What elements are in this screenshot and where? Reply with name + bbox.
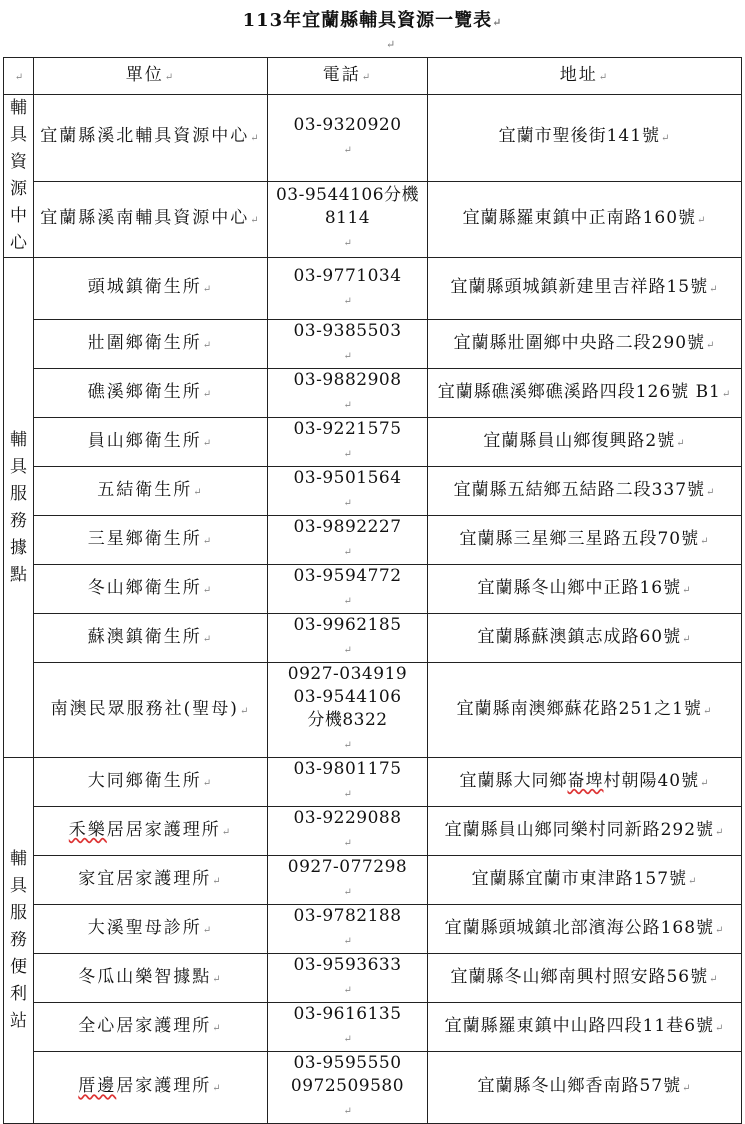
phone-line: 03-9501564	[293, 468, 402, 488]
phone-cell	[268, 467, 428, 516]
cell-mark-icon: ↵	[239, 705, 251, 717]
address-cell	[428, 614, 742, 663]
phone-line: 03-9595550	[293, 1053, 402, 1073]
header-unit: 單位↵	[34, 58, 268, 95]
table-row	[4, 905, 742, 954]
cell-mark-icon: ↵	[250, 133, 261, 145]
phone-line: 03-9782188	[293, 906, 402, 926]
address-text: 宜蘭縣五結鄉五結路二段337號	[453, 479, 706, 500]
cell-mark-icon: ↵	[715, 826, 725, 838]
address-cell	[428, 181, 742, 257]
cell-mark-icon: ↵	[343, 1034, 353, 1045]
document-title	[0, 6, 745, 32]
unit-cell	[34, 954, 268, 1003]
phone-line: 03-9385503	[293, 321, 402, 341]
address-cell	[428, 320, 742, 369]
address-text: 宜蘭縣三星鄉三星路五段70號	[459, 528, 700, 549]
table-row	[4, 516, 742, 565]
cell-mark-icon: ↵	[202, 284, 214, 295]
cell-mark-icon: ↵	[688, 875, 698, 887]
address-text: 宜蘭縣壯圍鄉中央路二段290號	[453, 332, 706, 353]
cell-mark-icon: ↵	[212, 973, 223, 985]
unit-cell	[34, 1003, 268, 1052]
unit-name: 禾樂居居家護理所	[68, 819, 221, 840]
unit-cell	[34, 418, 268, 467]
phone-line: 8114	[324, 207, 371, 228]
unit-cell	[34, 516, 268, 565]
address-cell	[428, 369, 742, 418]
cell-mark-icon: ↵	[700, 535, 710, 547]
address-cell	[428, 516, 742, 565]
cell-mark-icon: ↵	[202, 777, 214, 789]
header-phone: 電話↵	[268, 58, 428, 95]
cell-mark-icon: ↵	[343, 596, 353, 607]
address-cell	[428, 954, 742, 1003]
table-row	[4, 1052, 742, 1124]
address-text: 宜蘭縣羅東鎮中正南路160號	[462, 207, 697, 228]
cell-mark-icon: ↵	[164, 71, 176, 83]
unit-name: 五結衛生所	[97, 479, 193, 500]
category-label: 輔具服務據點	[10, 429, 27, 585]
cell-mark-icon: ↵	[202, 535, 214, 547]
table-row	[4, 320, 742, 369]
unit-cell	[34, 1052, 268, 1124]
address-text: 宜蘭縣冬山鄉中正路16號	[477, 577, 682, 598]
category-label: 輔具服務便利站	[10, 849, 27, 1031]
table-row	[4, 258, 742, 320]
cell-mark-icon: ↵	[343, 547, 353, 558]
cell-mark-icon: ↵	[14, 71, 24, 83]
document-title-text: 113年宜蘭縣輔具資源一覽表	[242, 10, 493, 31]
table-row	[4, 663, 742, 758]
unit-name: 壯圍鄉衛生所	[87, 332, 202, 353]
unit-name: 家宜居家護理所	[78, 868, 212, 889]
table-row	[4, 565, 742, 614]
address-text: 宜蘭縣礁溪鄉礁溪路四段126號 B1	[437, 381, 721, 402]
address-text: 宜蘭縣蘇澳鎮志成路60號	[477, 626, 682, 647]
phone-line: 03-9320920	[293, 114, 402, 135]
unit-cell	[34, 663, 268, 758]
cell-mark-icon: ↵	[343, 1106, 353, 1117]
table-row	[4, 856, 742, 905]
unit-cell	[34, 95, 268, 182]
address-cell	[428, 565, 742, 614]
cell-mark-icon: ↵	[709, 284, 719, 295]
cell-mark-icon: ↵	[700, 777, 710, 789]
table-row	[4, 181, 742, 257]
unit-name: 冬山鄉衛生所	[87, 577, 202, 598]
address-cell	[428, 418, 742, 467]
unit-cell	[34, 320, 268, 369]
phone-cell	[268, 614, 428, 663]
unit-name: 宜蘭縣溪南輔具資源中心	[40, 207, 250, 228]
cell-mark-icon: ↵	[202, 339, 214, 351]
cell-mark-icon: ↵	[343, 838, 353, 849]
cell-mark-icon: ↵	[343, 740, 353, 751]
phone-cell	[268, 905, 428, 954]
table-row	[4, 418, 742, 467]
unit-name: 蘇澳鎮衛生所	[87, 626, 202, 647]
cell-mark-icon: ↵	[193, 486, 204, 498]
cell-mark-icon: ↵	[212, 1022, 223, 1034]
phone-line: 03-9771034	[293, 265, 402, 286]
spellcheck-underline: 厝邊	[78, 1076, 117, 1096]
cell-mark-icon: ↵	[202, 924, 214, 936]
phone-line: 0972509580	[290, 1076, 405, 1096]
cell-mark-icon: ↵	[221, 826, 233, 838]
table-row	[4, 369, 742, 418]
category-label: 輔具資源中心	[10, 98, 27, 253]
cell-mark-icon: ↵	[702, 705, 713, 717]
unit-cell	[34, 565, 268, 614]
spellcheck-underline: 崙埤	[567, 770, 604, 791]
address-text: 宜蘭縣冬山鄉南興村照安路56號	[450, 966, 709, 987]
address-text: 宜蘭縣宜蘭市東津路157號	[471, 868, 688, 889]
cell-mark-icon: ↵	[343, 237, 353, 249]
address-cell	[428, 905, 742, 954]
phone-line: 03-9544106分機	[275, 184, 420, 205]
unit-cell	[34, 467, 268, 516]
unit-name: 厝邊居家護理所	[78, 1076, 212, 1096]
cell-mark-icon: ↵	[706, 339, 716, 351]
cell-mark-icon: ↵	[343, 144, 353, 156]
address-cell	[428, 95, 742, 182]
category-cell	[4, 758, 34, 1124]
phone-line: 0927-077298	[287, 857, 408, 877]
cell-mark-icon: ↵	[706, 486, 716, 498]
unit-name: 冬瓜山樂智據點	[78, 966, 212, 987]
phone-cell	[268, 181, 428, 257]
phone-cell	[268, 856, 428, 905]
unit-cell	[34, 369, 268, 418]
cell-mark-icon: ↵	[202, 437, 214, 449]
paragraph-mark-icon: ↵	[386, 38, 396, 51]
phone-cell	[268, 807, 428, 856]
header-address: 地址↵	[428, 58, 742, 95]
cell-mark-icon: ↵	[661, 133, 671, 145]
unit-name: 三星鄉衛生所	[87, 528, 202, 549]
address-cell	[428, 807, 742, 856]
cell-mark-icon: ↵	[709, 973, 719, 985]
phone-cell	[268, 516, 428, 565]
category-cell	[4, 95, 34, 258]
cell-mark-icon: ↵	[250, 214, 261, 226]
unit-cell	[34, 614, 268, 663]
cell-mark-icon: ↵	[202, 388, 214, 400]
phone-cell	[268, 663, 428, 758]
phone-cell	[268, 369, 428, 418]
unit-name: 大同鄉衛生所	[87, 770, 202, 791]
phone-line: 03-9801175	[293, 759, 402, 779]
phone-cell	[268, 1003, 428, 1052]
table-row	[4, 614, 742, 663]
unit-name: 頭城鎮衛生所	[87, 277, 202, 297]
unit-cell	[34, 856, 268, 905]
address-text: 宜蘭縣大同鄉崙埤村朝陽40號	[459, 770, 700, 791]
unit-cell	[34, 905, 268, 954]
address-cell	[428, 663, 742, 758]
address-text: 宜蘭縣頭城鎮北部濱海公路168號	[444, 917, 715, 938]
table-row	[4, 95, 742, 182]
address-text: 宜蘭縣冬山鄉香南路57號	[477, 1076, 682, 1096]
cell-mark-icon: ↵	[202, 633, 214, 645]
cell-mark-icon: ↵	[682, 633, 692, 645]
unit-name: 員山鄉衛生所	[87, 430, 202, 451]
address-text: 宜蘭縣員山鄉復興路2號	[483, 430, 676, 451]
phone-line: 03-9221575	[293, 419, 402, 439]
phone-line: 03-9544106	[293, 687, 402, 707]
cell-mark-icon: ↵	[715, 1022, 725, 1034]
cell-mark-icon: ↵	[343, 498, 353, 509]
unit-cell	[34, 758, 268, 807]
unit-name: 宜蘭縣溪北輔具資源中心	[40, 126, 250, 147]
phone-line: 03-9229088	[293, 808, 402, 828]
phone-cell	[268, 418, 428, 467]
cell-mark-icon: ↵	[715, 924, 725, 936]
phone-line: 03-9593633	[293, 955, 402, 975]
address-cell	[428, 1003, 742, 1052]
phone-line: 0927-034919	[287, 664, 408, 684]
unit-name: 南澳民眾服務社(聖母)	[50, 698, 239, 719]
phone-line: 分機8322	[307, 710, 388, 730]
address-cell	[428, 258, 742, 320]
cell-mark-icon: ↵	[212, 1083, 223, 1094]
phone-line: 03-9616135	[293, 1004, 402, 1024]
cell-mark-icon: ↵	[676, 437, 686, 449]
phone-line: 03-9962185	[293, 615, 402, 635]
phone-cell	[268, 565, 428, 614]
spellcheck-underline: 禾樂	[68, 819, 107, 840]
phone-cell	[268, 95, 428, 182]
cell-mark-icon: ↵	[343, 887, 353, 898]
address-text: 宜蘭縣羅東鎮中山路四段11巷6號	[444, 1015, 715, 1036]
address-text: 宜蘭市聖後街141號	[498, 126, 661, 147]
cell-mark-icon: ↵	[343, 295, 353, 307]
phone-line: 03-9892227	[293, 517, 402, 537]
phone-cell	[268, 1052, 428, 1124]
address-cell	[428, 856, 742, 905]
cell-mark-icon: ↵	[682, 1083, 692, 1094]
address-text: 宜蘭縣員山鄉同樂村同新路292號	[444, 819, 715, 840]
unit-cell	[34, 258, 268, 320]
paragraph-mark-icon: ↵	[492, 16, 503, 29]
unit-cell	[34, 181, 268, 257]
resource-table	[3, 57, 742, 1124]
phone-cell	[268, 758, 428, 807]
cell-mark-icon: ↵	[343, 400, 353, 411]
cell-mark-icon: ↵	[343, 789, 353, 800]
phone-cell	[268, 320, 428, 369]
cell-mark-icon: ↵	[343, 985, 353, 996]
table-row	[4, 1003, 742, 1052]
unit-name: 礁溪鄉衛生所	[87, 381, 202, 402]
cell-mark-icon: ↵	[202, 584, 214, 596]
table-row	[4, 954, 742, 1003]
cell-mark-icon: ↵	[343, 449, 353, 460]
table-header-row	[4, 58, 742, 95]
address-text: 宜蘭縣頭城鎮新建里吉祥路15號	[450, 277, 709, 297]
unit-name: 大溪聖母診所	[87, 917, 202, 938]
cell-mark-icon: ↵	[697, 214, 707, 226]
cell-mark-icon: ↵	[343, 351, 353, 362]
unit-name: 全心居家護理所	[78, 1015, 212, 1036]
cell-mark-icon: ↵	[598, 71, 610, 83]
phone-cell	[268, 258, 428, 320]
phone-line: 03-9882908	[293, 370, 402, 390]
cell-mark-icon: ↵	[361, 71, 373, 83]
cell-mark-icon: ↵	[343, 645, 353, 656]
table-body	[4, 95, 742, 1124]
phone-cell	[268, 954, 428, 1003]
table-row	[4, 467, 742, 516]
cell-mark-icon: ↵	[682, 584, 692, 596]
cell-mark-icon: ↵	[343, 936, 353, 947]
table-row	[4, 758, 742, 807]
address-text: 宜蘭縣南澳鄉蘇花路251之1號	[456, 698, 702, 719]
cell-mark-icon: ↵	[212, 875, 223, 887]
cell-mark-icon: ↵	[721, 388, 732, 400]
address-cell	[428, 467, 742, 516]
phone-line: 03-9594772	[293, 566, 402, 586]
header-corner	[4, 58, 34, 95]
category-cell	[4, 258, 34, 758]
address-cell	[428, 758, 742, 807]
unit-cell	[34, 807, 268, 856]
address-cell	[428, 1052, 742, 1124]
table-row	[4, 807, 742, 856]
